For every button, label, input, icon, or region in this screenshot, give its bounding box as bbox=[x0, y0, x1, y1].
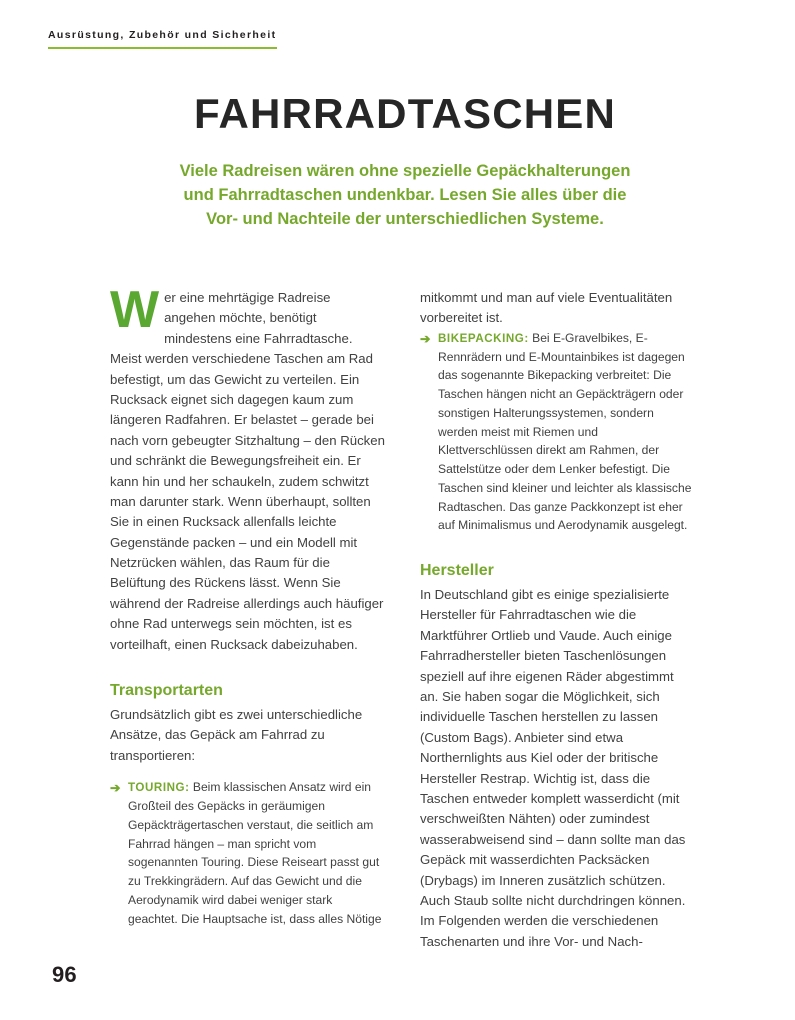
continuation-paragraph: mitkommt und man auf viele Eventualitäten vorbereitet ist. bbox=[420, 290, 673, 326]
list-item-text: Bei E-Gravelbikes, E-Rennrädern und E-Mountainbikes ist dagegen das sogenannte Bikepacking verbreitet: Die Taschen hängen nicht an Gepäckträgern oder sonstigen Halterungssystemen, sondern werden meist mit Riemen und Klettverschlüssen direkt am Rahmen, der Sattelstütze oder dem Lenker befestigt. Die Taschen sind kleiner und leichter als klassische Radtaschen. Das ganze Packkonzept ist eher auf Minimalismus und Aerodynamik ausgelegt. bbox=[438, 330, 692, 533]
list-item-body bbox=[438, 331, 691, 533]
list-item bbox=[110, 778, 385, 928]
left-column bbox=[110, 281, 385, 928]
running-header: Ausrüstung, Zubehör und Sicherheit bbox=[48, 30, 277, 49]
list-item-body bbox=[128, 780, 381, 925]
page-subtitle: Viele Radreisen wären ohne spezielle Gepäckhalterungen und Fahrradtaschen undenkbar. Lesen Sie alles über die Vor- und Nachteile der unterschiedlichen Systeme. bbox=[179, 162, 631, 228]
right-column bbox=[420, 288, 695, 952]
body-columns bbox=[110, 281, 695, 952]
section-intro-transportarten: Grundsätzlich gibt es zwei unterschiedliche Ansätze, das Gepäck am Fahrrad zu transportieren: bbox=[110, 707, 363, 763]
intro-paragraph-text: er eine mehrtägige Radreise angehen möchte, benötigt mindestens eine Fahrradtasche. Meist werden verschiedene Taschen am Rad befestigt, um das Gewicht zu verteilen. Ein Rucksack eignet sich dagegen kaum zum längeren Radfahren. Er belastet – gerade bei nach vorn gebeugter Sitzhaltung – den Rücken und schränkt die Bewegungsfreiheit ein. Er kann hin und her schaukeln, zudem schwitzt man darunter stark. Wenn überhaupt, sollten Sie in einen Rucksack allenfalls leichte Gegenstände packen – und ein Modell mit Netzrücken wählen, das Raum für die Belüftung des Rückens lässt. Wenn Sie während der Radreise allerdings auch häufiger ohne Rad unterwegs sein möchten, ist es vorteilhaft, einen Rucksack dabeizuhaben. bbox=[110, 290, 385, 652]
arrow-right-icon: ➔ bbox=[420, 331, 431, 346]
arrow-right-icon: ➔ bbox=[110, 781, 121, 796]
section-heading-hersteller: Hersteller bbox=[420, 562, 494, 580]
page-title: FAHRRADTASCHEN bbox=[193, 90, 616, 137]
list-item-label: TOURING: bbox=[128, 781, 190, 795]
list-item bbox=[420, 329, 695, 535]
section-body-hersteller: In Deutschland gibt es einige spezialisierte Hersteller für Fahrradtaschen wie die Marktführer Ortlieb und Vaude. Auch einige Fahrradhersteller bieten Taschenlösungen speziell auf ihre eigenen Räder abgestimmt an. Sie haben sogar die Möglichkeit, sich individuelle Taschen herstellen zu lassen (Custom Bags). Anbieter sind etwa Northernlights aus Kiel oder der britische Hersteller Restrap. Wichtig ist, dass die Taschen entweder komplett wasserdicht (mit verschweißten Nähten) oder zumindest wasserabweisend sind – dann sollte man das Gepäck mit wasserdichten Packsäcken (Drybags) im Inneren zusätzlich schützen. Auch Staub sollte nicht durchdringen können. Im Folgenden werden die verschiedenen Taschenarten und ihre Vor- und Nach- bbox=[420, 587, 686, 949]
page-number: 96 bbox=[52, 962, 77, 987]
list-item-label: BIKEPACKING: bbox=[438, 331, 529, 345]
section-heading-transportarten: Transportarten bbox=[110, 682, 223, 700]
bikepacking-list bbox=[420, 329, 695, 535]
intro-paragraph bbox=[110, 281, 385, 655]
list-item-text: Beim klassischen Ansatz wird ein Großteil des Gepäcks in geräumigen Gepäckträgertaschen verstaut, die seitlich am Fahrrad hängen – man spricht vom sogenannten Touring. Diese Reiseart passt gut zu Trekkingrädern. Auf das Gewicht und die Aerodynamik wird dabei weniger stark geachtet. Die Hauptsache ist, dass alles Nötige bbox=[128, 780, 382, 926]
transport-type-list bbox=[110, 778, 385, 928]
title-block bbox=[110, 92, 700, 232]
drop-cap: W bbox=[110, 281, 159, 339]
